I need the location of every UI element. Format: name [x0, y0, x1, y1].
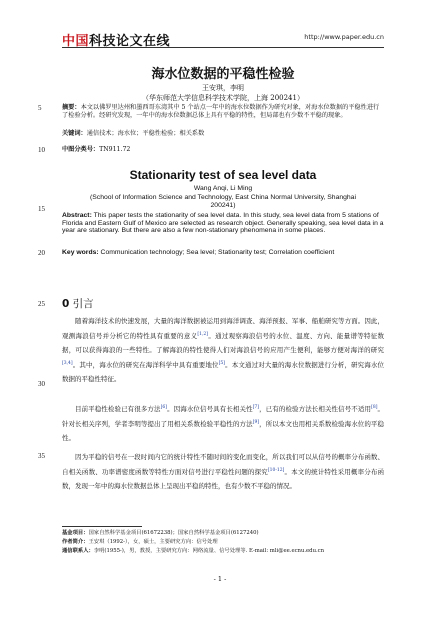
section-heading: 0 引言: [62, 298, 94, 310]
line-number: 35: [38, 452, 45, 460]
paper-title-en: Stationarity test of sea level data: [129, 168, 317, 182]
keywords-zh: 关键词：通信技术；海水位；平稳性检验；相关系数: [62, 130, 205, 137]
page-number: - 1 -: [213, 575, 227, 583]
line-number: 20: [38, 249, 45, 257]
abstract-en: Abstract: This paper tests the stationarity of sea level data. In this study, sea level data from 5 stations of Florida and Eastern Gulf of Mexico are selected as research object. Generally speaking, sea level data in a year are stationary. But there are also a few non-stationary phenomena in some places.: [62, 212, 384, 235]
body-paragraph-1: 随着海洋技术的快速发展，大量的海洋数据被运用到海洋调查、海洋预报、军事、船舶研究等方面。因此，观测海浪信号并分析它的特性具有重要的意义[1,2]。通过观察海浪信号的水位、温度、方向、能量谱等特征数据，可以获得海浪的一些特性。了解海浪的特性使得人们对海浪信号的应用产生便利，能够方便对海洋的研究[3,4]。其中，海水位的研究在海洋科学中具有重要地位[5]。本文通过对大量的海水位数据进行分析，研究海水位数据的平稳性特征。: [62, 317, 385, 383]
footnote-divider: [62, 526, 142, 527]
body-paragraph-3: 因为平稳的信号在一段时间内它的统计特性不随时间的变化而变化，所以我们可以从信号的概率分布函数、自相关函数、功率谱密度函数等特性方面对信号进行平稳性问题的探究[10-12]。本文的统计特性采用概率分布函数，发现一年中的海水位数据总体上呈现出平稳的特性，也有少数不平稳的情况。: [62, 453, 385, 490]
citation-ref[interactable]: [6]: [160, 404, 167, 410]
header-divider: [62, 47, 384, 48]
footnote-fund: 基金项目：国家自然科学基金项目(61672238)；国家自然科学基金项目(6127240): [62, 530, 259, 536]
body-paragraph-2: 目前平稳性检验已有很多方法[6]。因海水位信号具有长相关性[7]，已有的检验方法长相关性信号不适用[8]。针对长相关序列，学者李明等提出了用相关系数检验平稳性的方法[9]，所以本文也用相关系数检验海水位的平稳性。: [62, 404, 385, 442]
citation-ref[interactable]: [9]: [252, 419, 260, 425]
citation-ref[interactable]: [1,2]: [197, 331, 209, 337]
line-number: 5: [38, 104, 42, 112]
authors-zh: 王安琪，李明: [202, 84, 244, 92]
journal-logo: 中国科技论文在线: [62, 34, 171, 49]
line-number: 10: [38, 146, 45, 154]
footnote-author: 作者简介：王安琪（1992-），女，硕士，主要研究方向：信号处理: [62, 539, 218, 545]
paper-title-zh: 海水位数据的平稳性检验: [151, 67, 295, 82]
line-number: 25: [38, 300, 45, 308]
citation-ref[interactable]: [8]: [371, 404, 378, 410]
line-number: 30: [38, 380, 45, 388]
authors-en: Wang Anqi, Li Ming: [193, 185, 253, 192]
abstract-zh: 摘要：本文以佛罗里达州和墨西哥东湾其中 5 个站点一年中的海水位数据作为研究对象，对海水位数据的平稳性进行了检验分析。经研究发现，一年中的海水位数据总体上具有平稳的特性，但局部也有少数不平稳的现象。: [62, 104, 380, 120]
affiliation-en-line2: 200241): [210, 202, 236, 209]
clc-number: 中图分类号：TN911.72: [62, 146, 131, 153]
affiliation-zh: （华东师范大学信息科学技术学院，上海 200241）: [142, 94, 304, 102]
citation-ref[interactable]: [7]: [252, 404, 260, 410]
page-header: [62, 30, 384, 49]
affiliation-en-line1: (School of Information Science and Technology, East China Normal University, Shanghai: [90, 194, 356, 201]
keywords-en: Key words: Communication technology; Sea level; Stationarity test; Correlation coefficient: [62, 249, 335, 256]
header-url[interactable]: http://www.paper.edu.cn: [304, 33, 384, 41]
footnote-contact: 通信联系人：李明(1955-)，男，教授，主要研究方向：网络流量、信号处理等. E-mail: mli@ee.ecnu.edu.cn: [62, 548, 325, 554]
citation-ref[interactable]: [10-12]: [267, 467, 285, 473]
citation-ref[interactable]: [5]: [218, 360, 225, 366]
line-number: 15: [38, 205, 45, 213]
citation-ref[interactable]: [3,4]: [62, 360, 73, 366]
